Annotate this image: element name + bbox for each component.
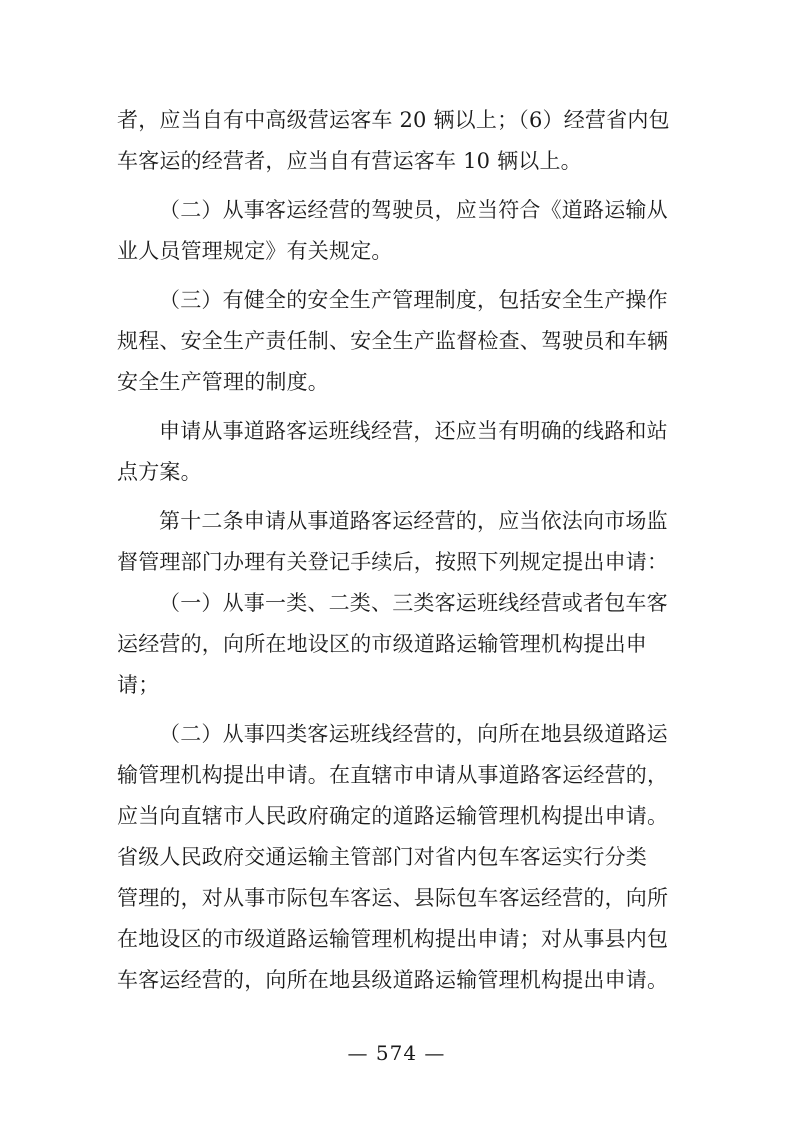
document-body [117, 100, 687, 1001]
text-line: 在地设区的市级道路运输管理机构提出申请；对从事县内包 [117, 927, 669, 951]
text-line: 督管理部门办理有关登记手续后，按照下列规定提出申请： [117, 550, 669, 574]
text-line: 车客运经营的，向所在地县级道路运输管理机构提出申请。 [117, 968, 669, 992]
text-line: （一）从事一类、二类、三类客运班线经营或者包车客 [159, 591, 668, 615]
text-line: 输管理机构提出申请。在直辖市申请从事道路客运经营的， [117, 763, 669, 787]
text-line: 业人员管理规定》有关规定。 [117, 239, 393, 263]
text-line: （二）从事客运经营的驾驶员，应当符合《道路运输从 [159, 198, 668, 222]
text-line: 规程、安全生产责任制、安全生产监督检查、驾驶员和车辆 [117, 329, 669, 353]
text-line: （三）有健全的安全生产管理制度，包括安全生产操作 [159, 288, 668, 312]
text-line: 请； [117, 673, 160, 697]
text-line: 申请从事道路客运班线经营，还应当有明确的线路和站 [159, 419, 668, 443]
text-line: 应当向直辖市人民政府确定的道路运输管理机构提出申请。 [117, 804, 669, 828]
text-line: 安全生产管理的制度。 [117, 370, 329, 394]
text-line: 点方案。 [117, 460, 202, 484]
text-line: 管理的，对从事市际包车客运、县际包车客运经营的，向所 [117, 886, 669, 910]
text-line: 第十二条申请从事道路客运经营的，应当依法向市场监 [159, 509, 668, 533]
text-line: 运经营的，向所在地设区的市级道路运输管理机构提出申 [117, 632, 647, 656]
text-line: （二）从事四类客运班线经营的，向所在地县级道路运 [159, 722, 668, 746]
page-number: — 574 — [347, 1041, 446, 1065]
text-line: 省级人民政府交通运输主管部门对省内包车客运实行分类 [117, 845, 647, 869]
text-line: 者，应当自有中高级营运客车 20 辆以上；（6）经营省内包 [117, 108, 670, 132]
text-line: 车客运的经营者，应当自有营运客车 10 辆以上。 [117, 149, 582, 173]
